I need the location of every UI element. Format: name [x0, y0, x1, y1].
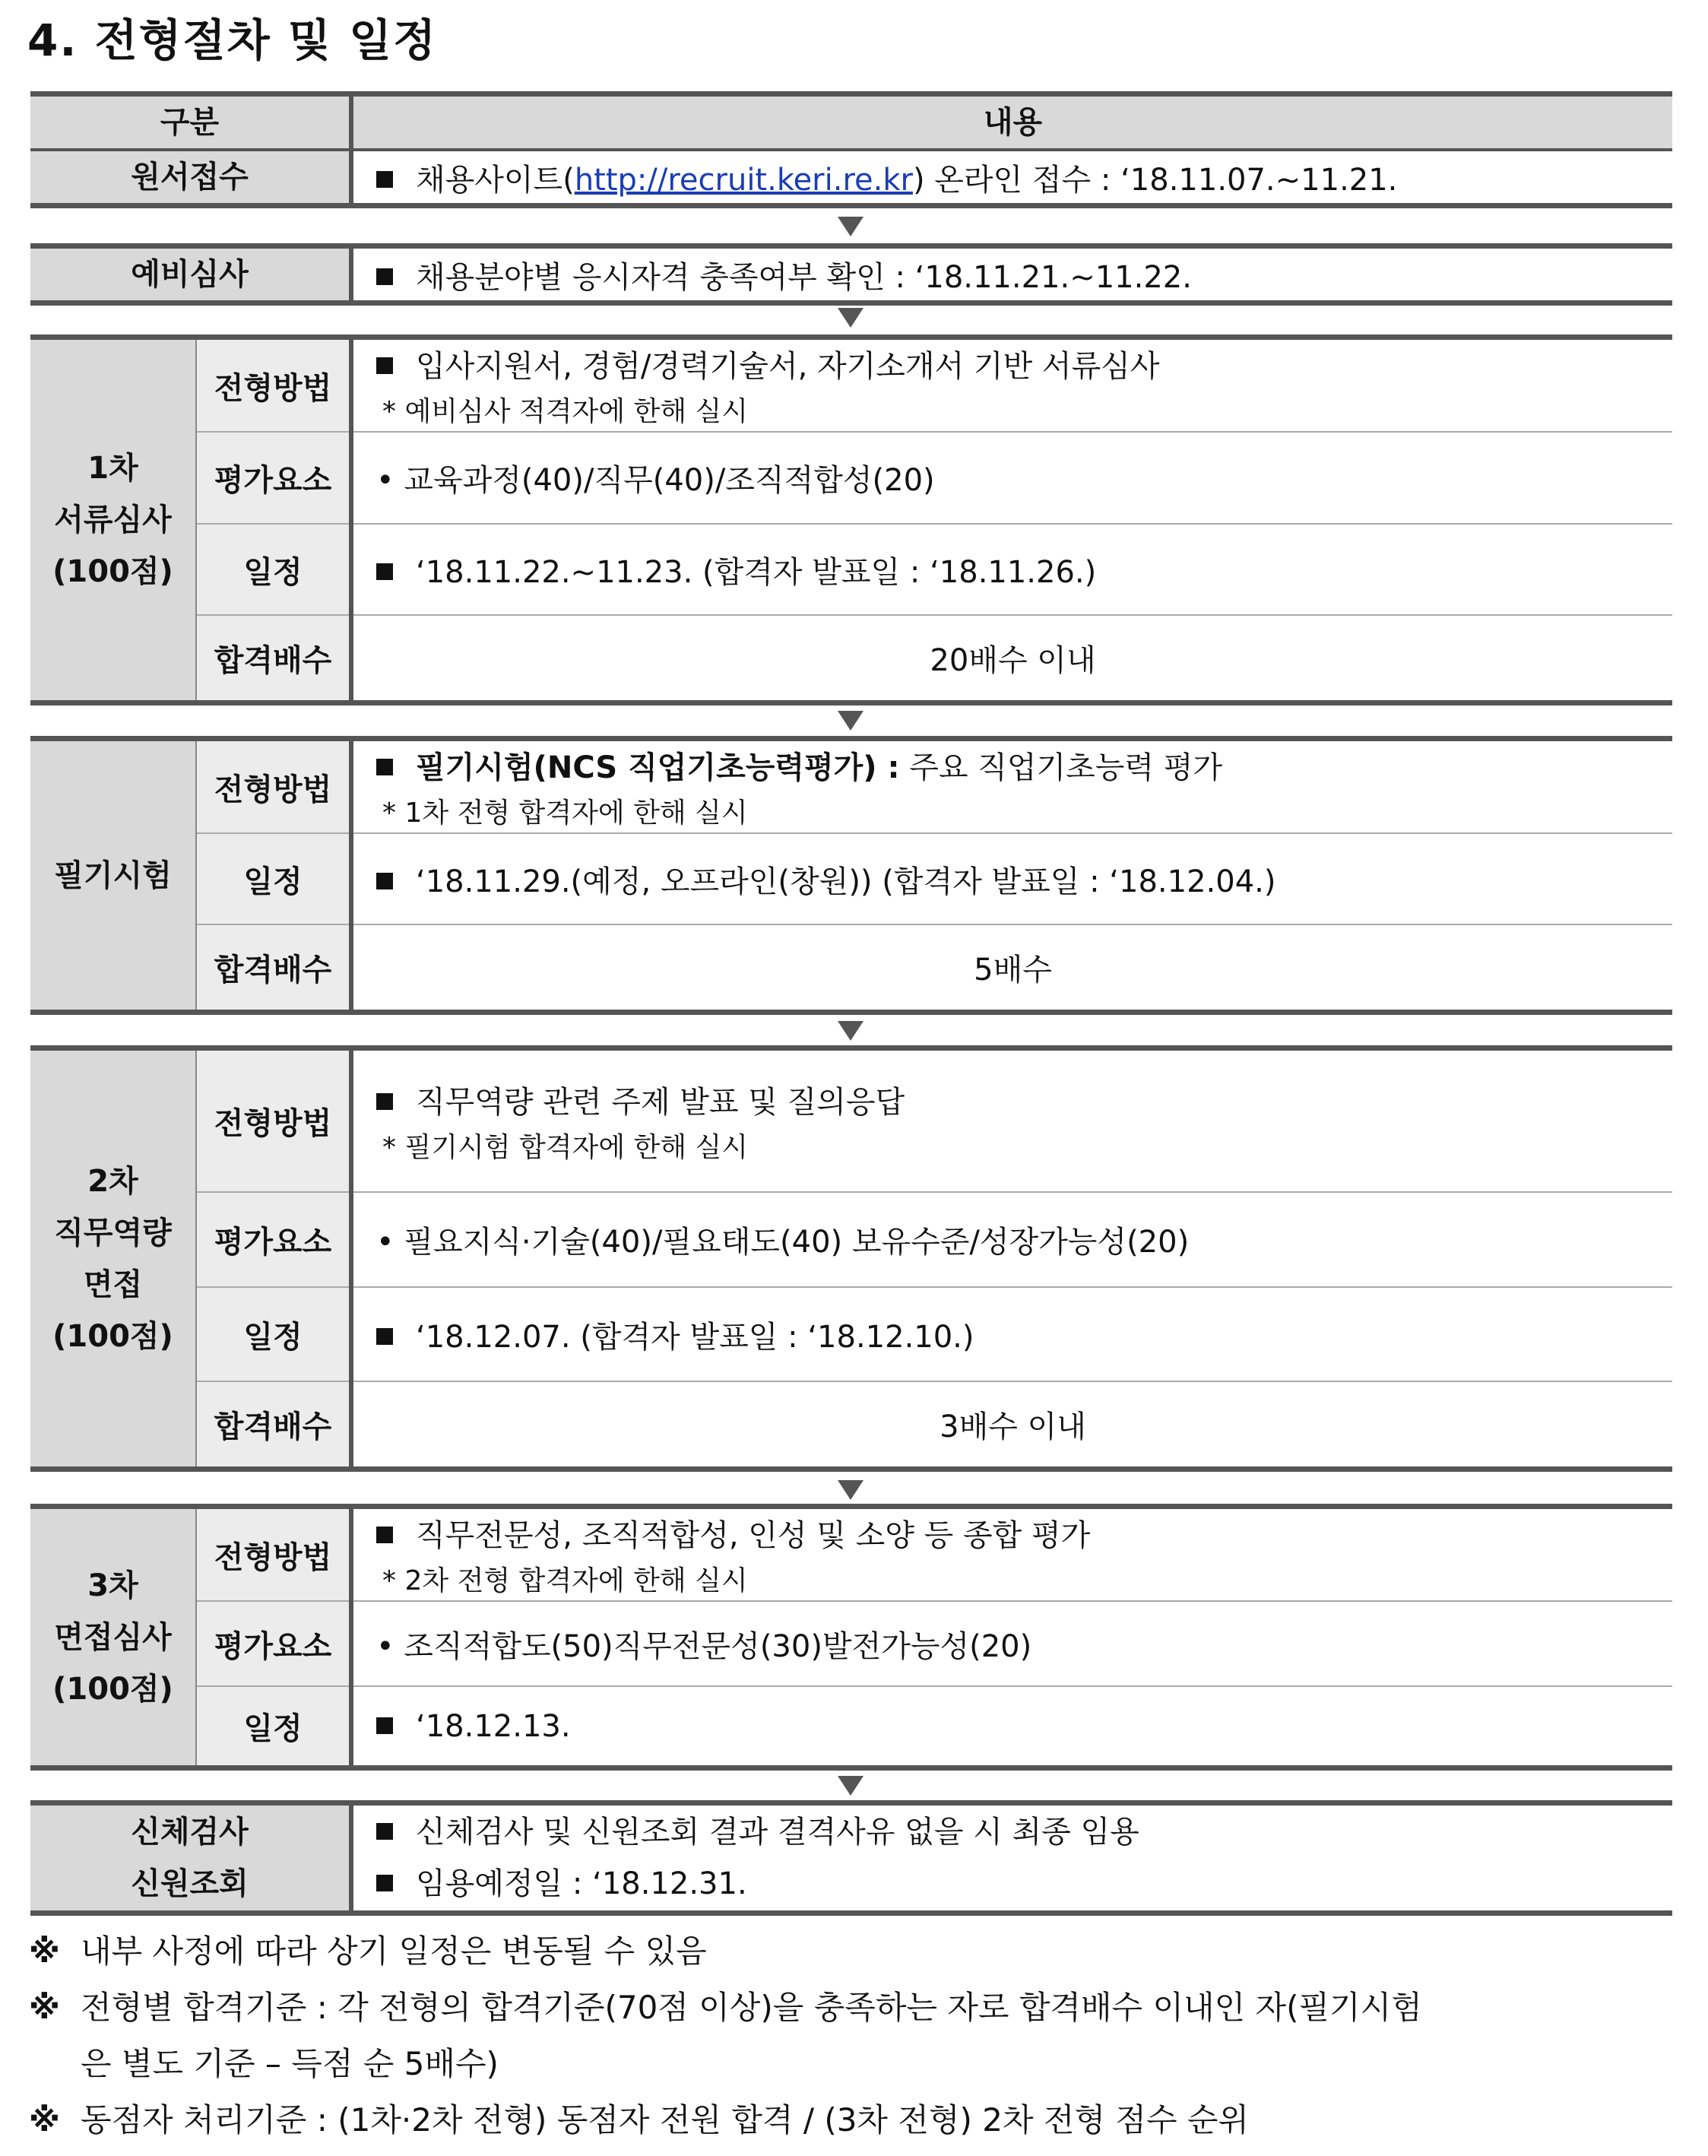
bullet-square-icon [376, 1093, 393, 1110]
preliminary-content: 채용분야별 응시자격 충족여부 확인 : ‘18.11.21.~11.22. [351, 249, 1672, 300]
footnote-2: ※ 전형별 합격기준 : 각 전형의 합격기준(70점 이상)을 충족하는 자로 합격배수 이내인 자(필기시험 [29, 1980, 1686, 2036]
reference-mark-icon: ※ [29, 2101, 60, 2139]
stage3-method-label: 전형방법 [196, 1509, 351, 1601]
stage1-eval: • 교육과정(40)/직무(40)/조직적합성(20) [351, 432, 1672, 524]
final-block [30, 1800, 1672, 1916]
footnote-2-cont: 은 별도 기준 – 득점 순 5배수) [81, 2045, 499, 2082]
preliminary-label: 예비심사 [30, 249, 351, 300]
stage1-block [30, 334, 1672, 705]
footnote-1: ※ 내부 사정에 따라 상기 일정은 변동될 수 있음 [29, 1923, 1686, 1980]
written-multiple: 5배수 [351, 924, 1672, 1010]
footnote-3: ※ 동점자 처리기준 : (1차·2차 전형) 동점자 전원 합격 / (3차 전형) 2차 전형 점수 순위 [29, 2092, 1686, 2148]
page-title: 4. 전형절차 및 일정 [27, 14, 438, 66]
bullet-square-icon [376, 268, 393, 285]
footnotes [29, 1923, 1686, 2148]
stage2-label: 2차 직무역량 면접 (100점) [30, 1051, 196, 1466]
down-arrow-icon [838, 1776, 864, 1796]
written-multiple-label: 합격배수 [196, 924, 351, 1010]
stage3-label: 3차 면접심사 (100점) [30, 1509, 196, 1765]
bullet-square-icon [376, 1717, 393, 1734]
down-arrow-icon [838, 1021, 864, 1041]
bullet-square-icon [376, 1823, 393, 1840]
stage3-schedule: ‘18.12.13. [351, 1686, 1672, 1765]
down-arrow-icon [838, 1480, 864, 1500]
header-content: 내용 [351, 97, 1672, 150]
application-label: 원서접수 [30, 150, 351, 203]
down-arrow-icon [838, 217, 864, 236]
stage1-label: 1차 서류심사 (100점) [30, 340, 196, 700]
stage2-schedule: ‘18.12.07. (합격자 발표일 : ‘18.12.10.) [351, 1287, 1672, 1381]
stage2-multiple: 3배수 이내 [351, 1381, 1672, 1466]
stage2-multiple-label: 합격배수 [196, 1381, 351, 1466]
stage1-method: 입사지원서, 경험/경력기술서, 자기소개서 기반 서류심사 * 예비심사 적격자에 한해 실시 [351, 340, 1672, 432]
bullet-square-icon [376, 1527, 393, 1543]
stage1-schedule-label: 일정 [196, 524, 351, 615]
down-arrow-icon [838, 308, 864, 328]
final-label: 신체검사 신원조회 [30, 1806, 351, 1910]
bullet-square-icon [376, 1328, 393, 1345]
written-schedule: ‘18.11.29.(예정, 오프라인(창원)) (합격자 발표일 : ‘18.12.04.) [351, 833, 1672, 924]
stage1-multiple: 20배수 이내 [351, 615, 1672, 700]
bullet-square-icon [376, 759, 393, 775]
bullet-square-icon [376, 357, 393, 374]
stage3-schedule-label: 일정 [196, 1686, 351, 1765]
bullet-square-icon [376, 873, 393, 889]
down-arrow-icon [838, 711, 864, 731]
header-category: 구분 [30, 97, 351, 150]
application-content: 채용사이트(http://recruit.keri.re.kr) 온라인 접수 : ‘18.11.07.~11.21. [351, 150, 1672, 203]
preliminary-block [30, 243, 1672, 306]
stage1-multiple-label: 합격배수 [196, 615, 351, 700]
stage1-schedule: ‘18.11.22.~11.23. (합격자 발표일 : ‘18.11.26.) [351, 524, 1672, 615]
final-content: 신체검사 및 신원조회 결과 결격사유 없을 시 최종 임용 임용예정일 : ‘18.12.31. [351, 1806, 1672, 1910]
stage3-block [30, 1504, 1672, 1771]
stage2-method: 직무역량 관련 주제 발표 및 질의응답 * 필기시험 합격자에 한해 실시 [351, 1051, 1672, 1192]
reference-mark-icon: ※ [29, 1932, 60, 1970]
written-method: 필기시험(NCS 직업기초능력평가) : 주요 직업기초능력 평가 * 1차 전형 합격자에 한해 실시 [351, 741, 1672, 833]
stage2-eval: • 필요지식·기술(40)/필요태도(40) 보유수준/성장가능성(20) [351, 1192, 1672, 1287]
written-method-label: 전형방법 [196, 741, 351, 833]
stage3-method: 직무전문성, 조직적합성, 인성 및 소양 등 종합 평가 * 2차 전형 합격자에 한해 실시 [351, 1509, 1672, 1601]
recruit-site-link[interactable]: http://recruit.keri.re.kr [574, 162, 913, 198]
stage2-block [30, 1045, 1672, 1472]
bullet-square-icon [376, 1875, 393, 1891]
stage2-method-label: 전형방법 [196, 1051, 351, 1192]
stage3-eval: • 조직적합도(50)직무전문성(30)발전가능성(20) [351, 1601, 1672, 1686]
written-label: 필기시험 [30, 741, 196, 1010]
bullet-square-icon [376, 171, 393, 188]
reference-mark-icon: ※ [29, 1989, 60, 2026]
stage3-eval-label: 평가요소 [196, 1601, 351, 1686]
written-schedule-label: 일정 [196, 833, 351, 924]
bullet-square-icon [376, 563, 393, 580]
stage1-method-label: 전형방법 [196, 340, 351, 432]
stage2-eval-label: 평가요소 [196, 1192, 351, 1287]
written-block [30, 736, 1672, 1015]
stage1-eval-label: 평가요소 [196, 432, 351, 524]
application-block [30, 91, 1672, 208]
stage2-schedule-label: 일정 [196, 1287, 351, 1381]
